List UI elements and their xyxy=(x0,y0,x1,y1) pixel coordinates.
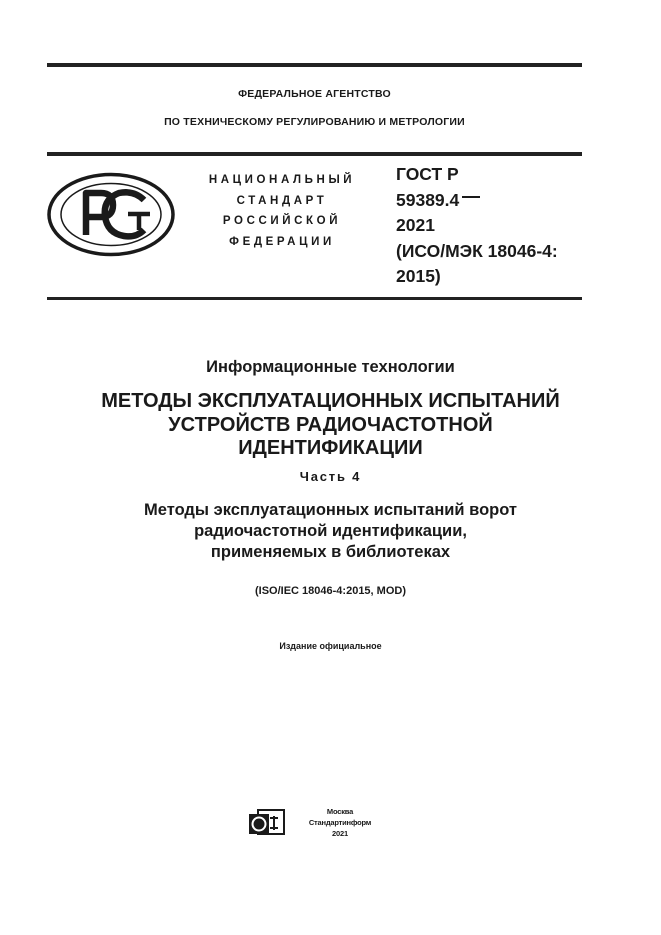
national-standard-line: СТАНДАРТ xyxy=(236,194,328,207)
publisher-block xyxy=(288,806,392,839)
publisher-year: 2021 xyxy=(332,829,348,838)
standard-designation xyxy=(396,162,596,290)
bottom-header-rule xyxy=(47,297,582,300)
publisher-city: Москва xyxy=(326,807,354,816)
national-standard-label xyxy=(196,170,368,252)
dash-mark xyxy=(462,196,480,198)
part-label: Часть 4 xyxy=(299,469,362,484)
designation-line xyxy=(396,188,596,214)
document-title xyxy=(47,390,614,461)
top-rule xyxy=(47,63,582,67)
designation-line: (ИСО/МЭК 18046-4: xyxy=(396,240,558,261)
designation-line: 2021 xyxy=(396,215,435,235)
rst-logo-icon xyxy=(46,172,176,257)
agency-line-2: ПО ТЕХНИЧЕСКОМУ РЕГУЛИРОВАНИЮ И МЕТРОЛОГИИ xyxy=(164,116,465,128)
title-line: МЕТОДЫ ЭКСПЛУАТАЦИОННЫХ ИСПЫТАНИЙ xyxy=(101,390,560,412)
national-standard-line: НАЦИОНАЛЬНЫЙ xyxy=(208,174,356,186)
edition-label: Издание официальное xyxy=(279,641,382,651)
designation-line: 2015) xyxy=(396,266,441,286)
subject: Информационные технологии xyxy=(206,358,455,376)
document-subtitle xyxy=(47,500,614,563)
national-standard-line: ФЕДЕРАЦИИ xyxy=(229,235,335,248)
agency-line-1: ФЕДЕРАЛЬНОЕ АГЕНТСТВО xyxy=(238,88,391,100)
subtitle-line: применяемых в библиотеках xyxy=(210,543,451,561)
national-standard-line: РОССИЙСКОЙ xyxy=(222,215,342,227)
subtitle-line: радиочастотной идентификации, xyxy=(194,522,467,540)
iso-reference: (ISO/IEC 18046-4:2015, MOD) xyxy=(254,585,406,597)
header-rule xyxy=(47,152,582,156)
designation-line: ГОСТ Р xyxy=(396,164,459,184)
standartinform-logo-icon xyxy=(248,808,288,836)
publisher-name: Стандартинформ xyxy=(308,818,372,827)
title-line: УСТРОЙСТВ РАДИОЧАСТОТНОЙ xyxy=(168,413,493,436)
designation-number: 59389.4 xyxy=(396,189,460,210)
subtitle-line: Методы эксплуатационных испытаний ворот xyxy=(144,501,517,519)
title-line: ИДЕНТИФИКАЦИИ xyxy=(238,437,423,459)
